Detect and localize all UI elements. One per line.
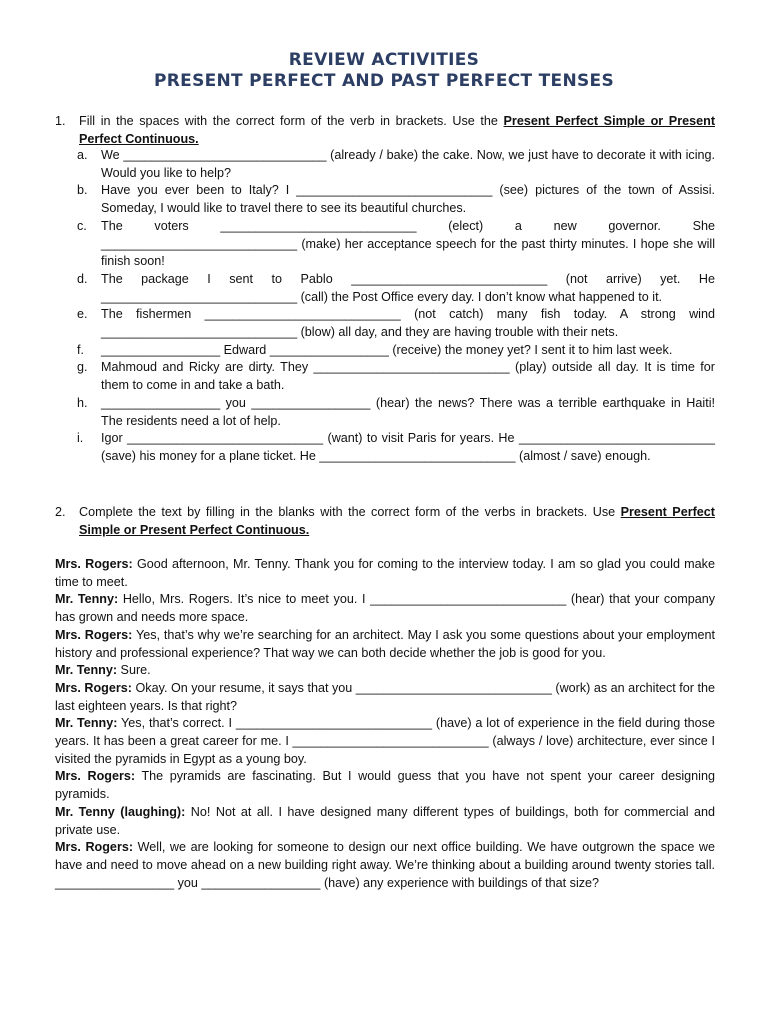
dialogue-speech: No! Not at all. I have designed many different types of buildings, both for commercial and private use. xyxy=(55,804,715,837)
exercise-item-b xyxy=(77,182,715,217)
item-letter: g. xyxy=(77,360,88,375)
dialogue-speech: Hello, Mrs. Rogers. It’s nice to meet you. I ____________________________ (hear) that your company has grown and needs more space. xyxy=(55,592,715,625)
exercise-2-instruction-emphasis: Present Perfect Simple or Present Perfect Continuous. xyxy=(79,505,715,537)
dialogue-line xyxy=(55,804,715,839)
dialogue-line xyxy=(55,768,715,803)
item-text: The package I sent to Pablo ____________________________ (not arrive) yet. He ____________________________ (call) the Post Office every day. I don’t know what happened to it. xyxy=(101,271,715,304)
exercise-item-g xyxy=(77,359,715,394)
dialogue-text xyxy=(55,556,715,892)
dialogue-speech: Sure. xyxy=(117,663,151,678)
item-text: _________________ you _________________ (hear) the news? There was a terrible earthquake in Haiti! The residents need a lot of help. xyxy=(101,395,715,428)
speaker-name: Mr. Tenny: xyxy=(55,592,119,607)
speaker-name: Mrs. Rogers: xyxy=(55,627,133,642)
dialogue-speech: Well, we are looking for someone to design our next office building. We have outgrown the space we have and need to move ahead on a new building right away. We’re thinking about a building around twenty stories tall. _________________ you _________________ (have) any experience with buildings of that size? xyxy=(55,840,715,890)
dialogue-line xyxy=(55,556,715,591)
item-text: Have you ever been to Italy? I ____________________________ (see) pictures of the town of Assisi. Someday, I would like to travel there to see its beautiful churches. xyxy=(101,183,715,216)
dialogue-line xyxy=(55,715,715,768)
speaker-name: Mrs. Rogers: xyxy=(55,680,132,695)
item-letter: e. xyxy=(77,307,88,322)
exercise-1-instruction-text: Fill in the spaces with the correct form of the verb in brackets. Use the xyxy=(79,114,504,128)
speaker-name: Mr. Tenny (laughing): xyxy=(55,804,186,819)
item-letter: b. xyxy=(77,183,88,198)
exercise-item-i xyxy=(77,430,715,465)
item-text: We _____________________________ (already / bake) the cake. Now, we just have to decorate it with icing. Would you like to help? xyxy=(101,148,715,180)
item-letter: a. xyxy=(77,148,88,162)
item-letter: c. xyxy=(77,218,87,233)
exercise-1-items xyxy=(77,147,715,466)
dialogue-speech: Good afternoon, Mr. Tenny. Thank you for coming to the interview today. I am so glad you could make time to meet. xyxy=(55,557,715,589)
exercise-item-c xyxy=(77,218,715,271)
exercise-item-d xyxy=(77,271,715,306)
exercise-item-a xyxy=(77,147,715,182)
exercise-1-instruction xyxy=(55,113,715,148)
dialogue-line xyxy=(55,839,715,892)
dialogue-line xyxy=(55,591,715,626)
item-text: Igor ____________________________ (want) to visit Paris for years. He ____________________________ (save) his money for a plane ticket. He ____________________________ (almost / save) enough. xyxy=(101,431,715,463)
title-review-activities: REVIEW ACTIVITIES xyxy=(288,50,480,70)
dialogue-line xyxy=(55,680,715,715)
item-text: _________________ Edward _________________ (receive) the money yet? I sent it to him last week. xyxy=(101,342,673,357)
exercise-1-number: 1. xyxy=(55,114,66,128)
speaker-name: Mr. Tenny: xyxy=(55,716,118,731)
exercise-2-instruction xyxy=(55,504,715,539)
speaker-name: Mrs. Rogers: xyxy=(55,840,134,855)
speaker-name: Mr. Tenny: xyxy=(55,663,118,678)
item-text: The fishermen ____________________________ (not catch) many fish today. A strong wind ____________________________ (blow) all day, and they are having trouble with their nets. xyxy=(101,307,715,340)
item-text: The voters ____________________________ (elect) a new governor. She ____________________________ (make) her acceptance speech for the past thirty minutes. I hope she will finish soon! xyxy=(101,218,715,269)
title-tenses: PRESENT PERFECT AND PAST PERFECT TENSES xyxy=(154,71,614,91)
dialogue-speech: Yes, that’s correct. I ____________________________ (have) a lot of experience in the field during those years. It has been a great career for me. I ____________________________ (always / love) architecture, ever since I visited the pyramids in Egypt as a young boy. xyxy=(55,716,715,766)
exercise-item-h xyxy=(77,395,715,430)
item-letter: h. xyxy=(77,395,88,410)
item-letter: i. xyxy=(77,431,84,446)
exercise-2-number: 2. xyxy=(55,505,66,519)
dialogue-speech: Yes, that’s why we’re searching for an architect. May I ask you some questions about your employment history and professional experience? That way we can both decide whether the job is good for you. xyxy=(55,627,715,660)
item-letter: d. xyxy=(77,271,88,286)
exercise-item-f xyxy=(77,342,715,360)
item-letter: f. xyxy=(77,342,84,357)
exercise-item-e xyxy=(77,306,715,341)
dialogue-line xyxy=(55,627,715,662)
exercise-2-instruction-text: Complete the text by filling in the blanks with the correct form of the verbs in brackets. Use xyxy=(79,505,621,519)
dialogue-line xyxy=(55,662,715,680)
item-text: Mahmoud and Ricky are dirty. They ____________________________ (play) outside all day. It is time for them to come in and take a bath. xyxy=(101,360,715,393)
speaker-name: Mrs. Rogers: xyxy=(55,769,136,784)
speaker-name: Mrs. Rogers: xyxy=(55,557,133,571)
dialogue-speech: Okay. On your resume, it says that you ____________________________ (work) as an architect for the last eighteen years. Is that right? xyxy=(55,680,715,713)
dialogue-speech: The pyramids are fascinating. But I would guess that you have not spent your career designing pyramids. xyxy=(55,769,715,802)
exercise-1-instruction-emphasis: Present Perfect Simple or Present Perfect Continuous. xyxy=(79,114,716,146)
